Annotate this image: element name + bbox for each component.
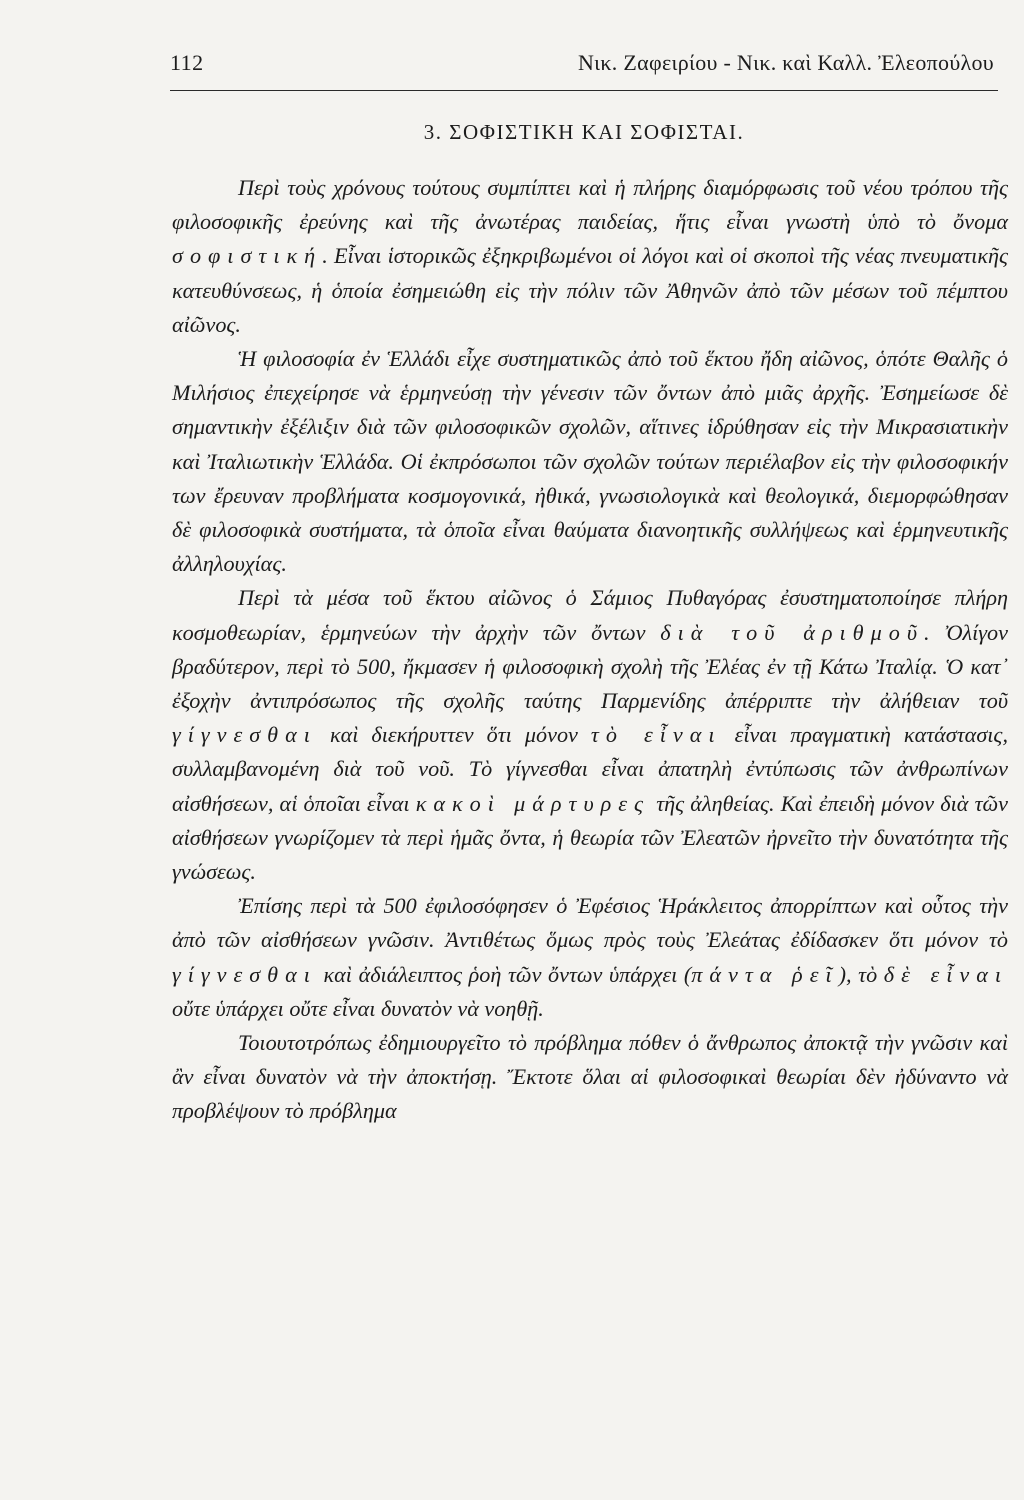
paragraph: Περὶ τοὺς χρόνους τούτους συμπίπτει καὶ ἡ πλήρης διαμόρφωσις τοῦ νέου τρόπου τῆς φιλοσοφικῆς ἐρεύνης καὶ τῆς ἀνωτέρας παιδείας, ἥτις εἶναι γνωστὴ ὑπὸ τὸ ὄνομα σοφιστική. Εἶναι ἱστορικῶς ἐξηκριβωμένοι οἱ λόγοι καὶ οἱ σκοποὶ τῆς νέας πνευματικῆς κατευθύνσεως, ἡ ὁποία ἐσημειώθη εἰς τὴν πόλιν τῶν Ἀθηνῶν ἀπὸ τῶν μέσων τοῦ πέμπτου αἰῶνος.	[172, 175, 1008, 337]
paragraph: Τοιουτοτρόπως ἐδημιουργεῖτο τὸ πρόβλημα πόθεν ὁ ἄνθρωπος ἀποκτᾷ τὴν γνῶσιν καὶ ἂν εἶναι δυνατὸν νὰ τὴν ἀποκτήσῃ. Ἔκτοτε ὅλαι αἱ φιλοσοφικαὶ θεωρίαι δὲν ἠδύναντο νὰ προβλέψουν τὸ πρόβλημα	[172, 1030, 1008, 1124]
header-rule	[170, 90, 998, 91]
section-title: 3. ΣΟΦΙΣΤΙΚΗ ΚΑΙ ΣΟΦΙΣΤΑΙ.	[423, 120, 745, 144]
spaced-emphasis: γίγνεσθαι	[172, 722, 317, 748]
spaced-emphasis: κακοὶ μάρτυρες	[415, 790, 651, 816]
page-number: 112	[170, 50, 204, 75]
spaced-emphasis: τὸ εἶναι	[590, 722, 722, 748]
spaced-emphasis: πάντα ῥεῖ	[691, 961, 839, 987]
body-text	[172, 171, 1008, 1129]
page-header	[170, 44, 994, 80]
paragraph: Ἡ φιλοσοφία ἐν Ἑλλάδι εἶχε συστηματικῶς ἀπὸ τοῦ ἕκτου ἤδη αἰῶνος, ὁπότε Θαλῆς ὁ Μιλήσιος ἐπεχείρησε νὰ ἑρμηνεύσῃ τὴν γένεσιν τῶν ὄντων ἀπὸ μιᾶς ἀρχῆς. Ἐσημείωσε δὲ σημαντικὴν ἐξέλιξιν διὰ τῶν φιλοσοφικῶν σχολῶν, αἵτινες ἱδρύθησαν εἰς τὴν Μικρασιατικὴν καὶ Ἰταλιωτικὴν Ἑλλάδα. Οἱ ἐκπρόσωποι τῶν σχολῶν τούτων περιέλαβον εἰς τὴν φιλοσοφικήν των ἔρευναν προβλήματα κοσμογονικά, ἠθικά, γνωσιολογικὰ καὶ θεολογικά, διεμορφώθησαν δὲ φιλοσοφικὰ συστήματα, τὰ ὁποῖα εἶναι θαύματα διανοητικῆς συλλήψεως καὶ ἑρμηνευτικῆς ἀλληλουχίας.	[172, 346, 1008, 577]
spaced-emphasis: γίγνεσθαι	[172, 961, 317, 987]
spaced-emphasis: σοφιστική	[172, 243, 323, 269]
paragraph: Ἐπίσης περὶ τὰ 500 ἐφιλοσόφησεν ὁ Ἐφέσιος Ἡράκλειτος ἀπορρίπτων καὶ οὗτος τὴν ἀπὸ τῶν αἰσθήσεων γνῶσιν. Ἀντιθέτως ὅμως πρὸς τοὺς Ἐλεάτας ἐδίδασκεν ὅτι μόνον τὸ γίγνεσθαι καὶ ἀδιάλειπτος ῥοὴ τῶν ὄντων ὑπάρχει (πάντα ῥεῖ), τὸ δὲ εἶναι οὔτε ὑπάρχει οὔτε εἶναι δυνατὸν νὰ νοηθῇ.	[172, 893, 1009, 1021]
paragraph: Περὶ τὰ μέσα τοῦ ἕκτου αἰῶνος ὁ Σάμιος Πυθαγόρας ἐσυστηματοποίησε πλήρη κοσμοθεωρίαν, ἑρμηνεύων τὴν ἀρχὴν τῶν ὄντων διὰ τοῦ ἀριθμοῦ. Ὀλίγον βραδύτερον, περὶ τὸ 500, ἤκμασεν ἡ φιλοσοφικὴ σχολὴ τῆς Ἐλέας ἐν τῇ Κάτω Ἰταλίᾳ. Ὁ κατ᾽ ἐξοχὴν ἀντιπρόσωπος τῆς σχολῆς ταύτης Παρμενίδης ἀπέρριπτε τὴν ἀλήθειαν τοῦ γίγνεσθαι καὶ διεκήρυττεν ὅτι μόνον τὸ εἶναι εἶναι πραγματικὴ κατάστασις, συλλαμβανομένη διὰ τοῦ νοῦ. Τὸ γίγνεσθαι εἶναι ἀπατηλὴ ἐντύπωσις τῶν ἀνθρωπίνων αἰσθήσεων, αἱ ὁποῖαι εἶναι κακοὶ μάρτυρες τῆς ἀληθείας. Καὶ ἐπειδὴ μόνον διὰ τῶν αἰσθήσεων γνωρίζομεν τὰ περὶ ἡμᾶς ὄντα, ἡ θεωρία τῶν Ἐλεατῶν ἠρνεῖτο τὴν δυνατότητα τῆς γνώσεως.	[172, 585, 1009, 885]
running-head: Νικ. Ζαφειρίου - Νικ. καὶ Καλλ. Ἐλεοπούλου	[577, 50, 994, 75]
spaced-emphasis: δὲ εἶναι	[883, 961, 1009, 987]
spaced-emphasis: διὰ τοῦ ἀριθμοῦ	[660, 619, 924, 645]
